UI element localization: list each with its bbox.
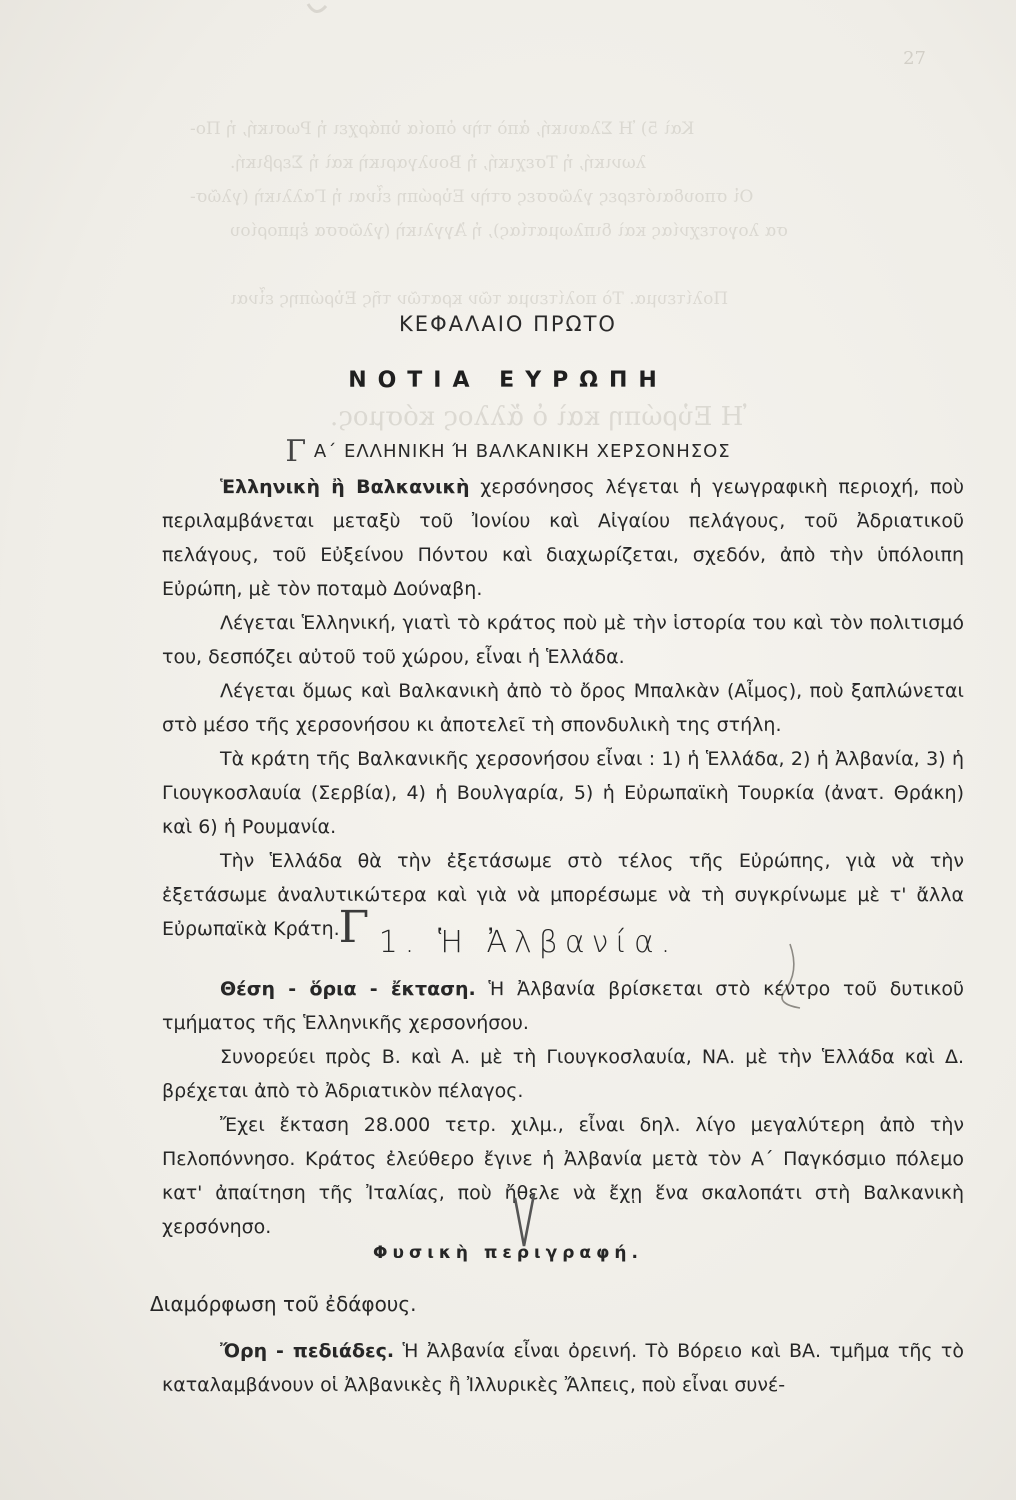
albania-paragraph: Θέση - ὅρια - ἔκταση. Ἡ Ἀλβανία βρίσκεται στὸ κέντρο τοῦ δυτικοῦ τμήματος τῆς Ἑλληνικῆς χερσονήσου. xyxy=(162,978,965,1034)
albania-body xyxy=(162,972,964,1244)
section-title xyxy=(0,430,1016,469)
terrain-heading: Διαμόρφωση τοῦ ἐδάφους. xyxy=(150,1292,417,1316)
section-title-text: Α΄ ΕΛΛΗΝΙΚΗ Ή ΒΑΛΚΑΝΙΚΗ ΧΕΡΣΟΝΗΣΟΣ xyxy=(313,441,731,462)
bleed-line: σα λογοτεχνίας καὶ διπλωματίας), ἡ Ἀγγλικὴ (γλῶσσα ἐμπορίου xyxy=(230,221,788,241)
intro-paragraph: Τὰ κράτη τῆς Βαλκανικῆς χερσονήσου εἶναι : 1) ἡ Ἑλλάδα, 2) ἡ Ἀλβανία, 3) ἡ Γιουγκοσλαυία (Σερβία), 4) ἡ Βουλγαρία, 5) ἡ Εὐρωπαϊκὴ Τουρκία (ἀνατ. Θράκη) καὶ 6) ἡ Ρουμανία. xyxy=(162,748,964,838)
bleed-page-number: 27 xyxy=(903,48,926,69)
bleed-line: Οἱ σπουδαιότερες γλῶσσες στὴν Εὐρώπη εἶναι ἡ Γαλλικὴ (γλῶσ- xyxy=(190,187,754,207)
terrain-body xyxy=(162,1334,964,1402)
country-heading-text: 1. Ἡ Ἀλβανία. xyxy=(378,925,678,960)
handwritten-mark: Γ xyxy=(285,434,308,469)
intro-paragraph: Λέγεται ὅμως καὶ Βαλκανικὴ ἀπὸ τὸ ὄρος Μπαλκὰν (Αἶμος), ποὺ ξαπλώνεται στὸ μέσο τῆς χερσονήσου κι ἀποτελεῖ τὴ σπονδυλικὴ της στήλη. xyxy=(162,680,964,736)
albania-paragraph: Ἔχει ἔκταση 28.000 τετρ. χιλμ., εἶναι δηλ. λίγο μεγαλύτερη ἀπὸ τὴν Πελοπόννησο. Κράτος ἐλεύθερο ἔγινε ἡ Ἀλβανία μετὰ τὸν Α΄ Παγκόσμιο πόλεμο κατ' ἀπαίτηση τῆς Ἰταλίας, ποὺ ἤθελε νὰ ἔχῃ ἕνα σκαλοπάτι στὴ Βαλκανικὴ χερσόνησο. xyxy=(162,1114,964,1238)
physical-description-heading: Φυσικὴ περιγραφή. xyxy=(373,1243,643,1263)
intro-body xyxy=(162,470,964,946)
bleed-heading: Ἡ Εὐρώπη καὶ ὁ ἄλλος κόσμος. xyxy=(330,402,747,432)
bleed-line: Καὶ 5) Ἡ Σλαυική, ἀπὸ τὴν ὁποία ὑπάρχει ἡ Ρωσική, ἡ Πο- xyxy=(190,119,695,139)
terrain-paragraph: Ὄρη - πεδιάδες. Ἡ Ἀλβανία εἶναι ὀρεινή. Τὸ Βόρειο καὶ ΒΑ. τμῆμα τῆς τὸ καταλαμβάνουν οἱ Ἀλβανικὲς ἢ Ἰλλυρικὲς Ἄλπεις, ποὺ εἶναι συνέ- xyxy=(162,1340,964,1396)
region-title: ΝΟΤΙΑ ΕΥΡΩΠΗ xyxy=(348,368,668,393)
handwritten-mark: Γ xyxy=(338,902,377,953)
country-heading xyxy=(0,902,1016,963)
pencil-mark-icon xyxy=(302,0,332,22)
intro-paragraph: Τὴν Ἑλλάδα θὰ τὴν ἐξετάσωμε στὸ τέλος τῆς Εὐρώπης, γιὰ νὰ τὴν ἐξετάσωμε ἀναλυτικώτερα καὶ γιὰ νὰ μπορέσωμε νὰ τὴ συγκρίνωμε μὲ τ' ἄλλα Εὐρωπαϊκὰ Κράτη. xyxy=(162,850,964,940)
albania-paragraph: Συνορεύει πρὸς Β. καὶ Α. μὲ τὴ Γιουγκοσλαυία, ΝΑ. μὲ τὴν Ἑλλάδα καὶ Δ. βρέχεται ἀπὸ τὸ Ἀδριατικὸν πέλαγος. xyxy=(162,1046,964,1102)
intro-paragraph: Λέγεται Ἑλληνική, γιατὶ τὸ κράτος ποὺ μὲ τὴν ἱστορία του καὶ τὸν πολιτισμό του, δεσπόζει αὐτοῦ τοῦ χώρου, εἶναι ἡ Ἑλλάδα. xyxy=(162,612,964,668)
bleed-line: Πολίτευμα. Τὸ πολίτευμα τῶν κρατῶν τῆς Εὐρώπης εἶναι xyxy=(230,289,729,309)
bleed-line: λωνική, ἡ Τσεχική, ἡ Βουλγαρικὴ καὶ ἡ Σερβική. xyxy=(230,153,647,173)
intro-paragraph: Ἑλληνικὴ ἢ Βαλκανικὴ χερσόνησος λέγεται ἡ γεωγραφικὴ περιοχή, ποὺ περιλαμβάνεται μεταξὺ τοῦ Ἰονίου καὶ Αἰγαίου πελάγους, τοῦ Ἀδριατικοῦ πελάγους, τοῦ Εὐξείνου Πόντου καὶ διαχωρίζεται, σχεδόν, ἀπὸ τὴν ὑπόλοιπη Εὐρώπη, μὲ τὸν ποταμὸ Δούναβη. xyxy=(162,476,964,600)
chapter-title: ΚΕΦΑΛΑΙΟ ΠΡΩΤΟ xyxy=(399,312,617,336)
